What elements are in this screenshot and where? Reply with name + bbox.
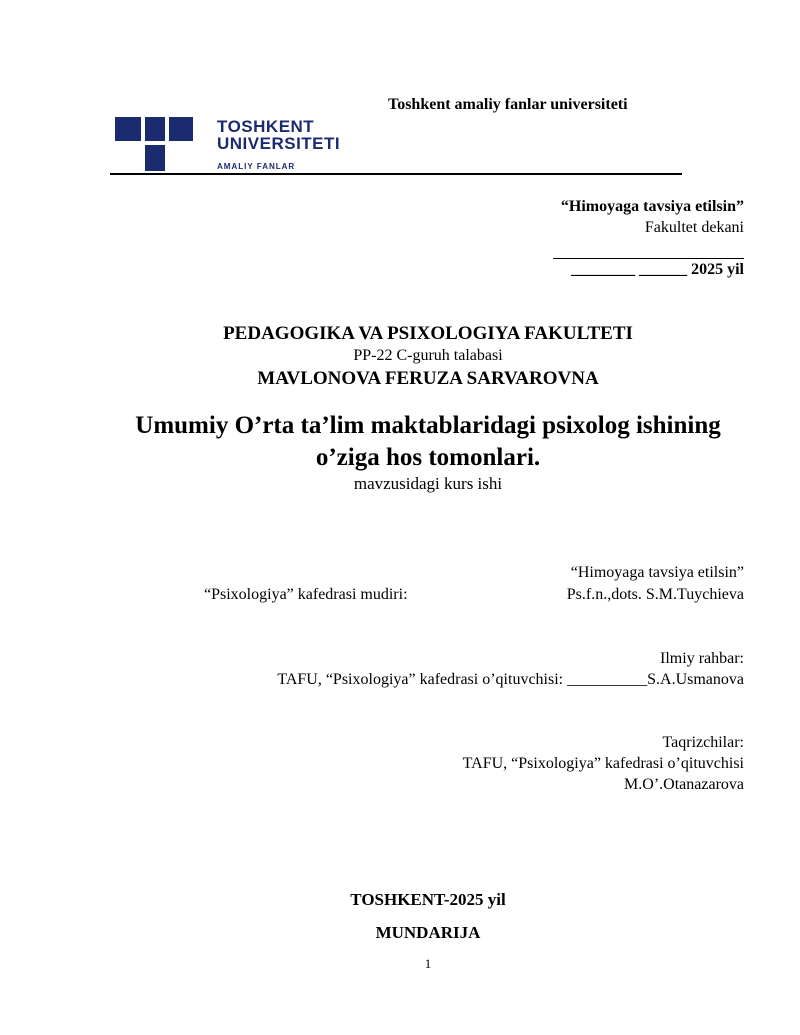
university-logo (115, 117, 345, 175)
reviewers-label: Taqrizchilar: (662, 734, 744, 751)
city-year: TOSHKENT-2025 yil (350, 890, 506, 909)
topic-line-2: o’ziga hos tomonlari. (315, 444, 541, 471)
student-name: MAVLONOVA FERUZA SARVAROVNA (257, 368, 599, 389)
logo-text-line1: TOSHKENT (217, 117, 315, 136)
logo-text-line3: AMALIY FANLAR (217, 162, 296, 171)
logo-square (145, 117, 165, 141)
signature-line (553, 258, 744, 259)
topic-line-1: Umumiy O’rta ta’lim maktablaridagi psixolog ishining (135, 412, 721, 439)
header-divider (110, 173, 682, 175)
student-group: PP-22 C-guruh talabasi (353, 347, 503, 364)
faculty-name: PEDAGOGIKA VA PSIXOLOGIYA FAKULTETI (223, 323, 633, 344)
department-head-name: Ps.f.n.,dots. S.M.Tuychieva (566, 586, 744, 603)
reviewer-position: TAFU, “Psixologiya” kafedrasi o’qituvchisi (462, 755, 744, 772)
approval-dept-title: “Himoyaga tavsiya etilsin” (570, 564, 744, 581)
logo-square (145, 145, 165, 171)
approval-top-role: Fakultet dekani (644, 219, 744, 236)
contents-heading: MUNDARIJA (375, 923, 481, 942)
approval-top-title: “Himoyaga tavsiya etilsin” (560, 198, 744, 215)
university-name: Toshkent amaliy fanlar universiteti (388, 96, 628, 113)
supervisor-line: TAFU, “Psixologiya” kafedrasi o’qituvchisi: __________S.A.Usmanova (277, 671, 744, 688)
approval-top-date: ________ ______ 2025 yil (571, 261, 744, 278)
supervisor-label: Ilmiy rahbar: (660, 650, 744, 667)
department-head-label: “Psixologiya” kafedrasi mudiri: (204, 586, 408, 603)
logo-square (169, 117, 193, 141)
logo-text-line2: UNIVERSITETI (217, 134, 341, 153)
logo-square (115, 117, 141, 141)
reviewer-name: M.O’.Otanazarova (624, 776, 744, 793)
topic-subtitle: mavzusidagi kurs ishi (353, 474, 503, 493)
page-number: 1 (424, 956, 432, 971)
